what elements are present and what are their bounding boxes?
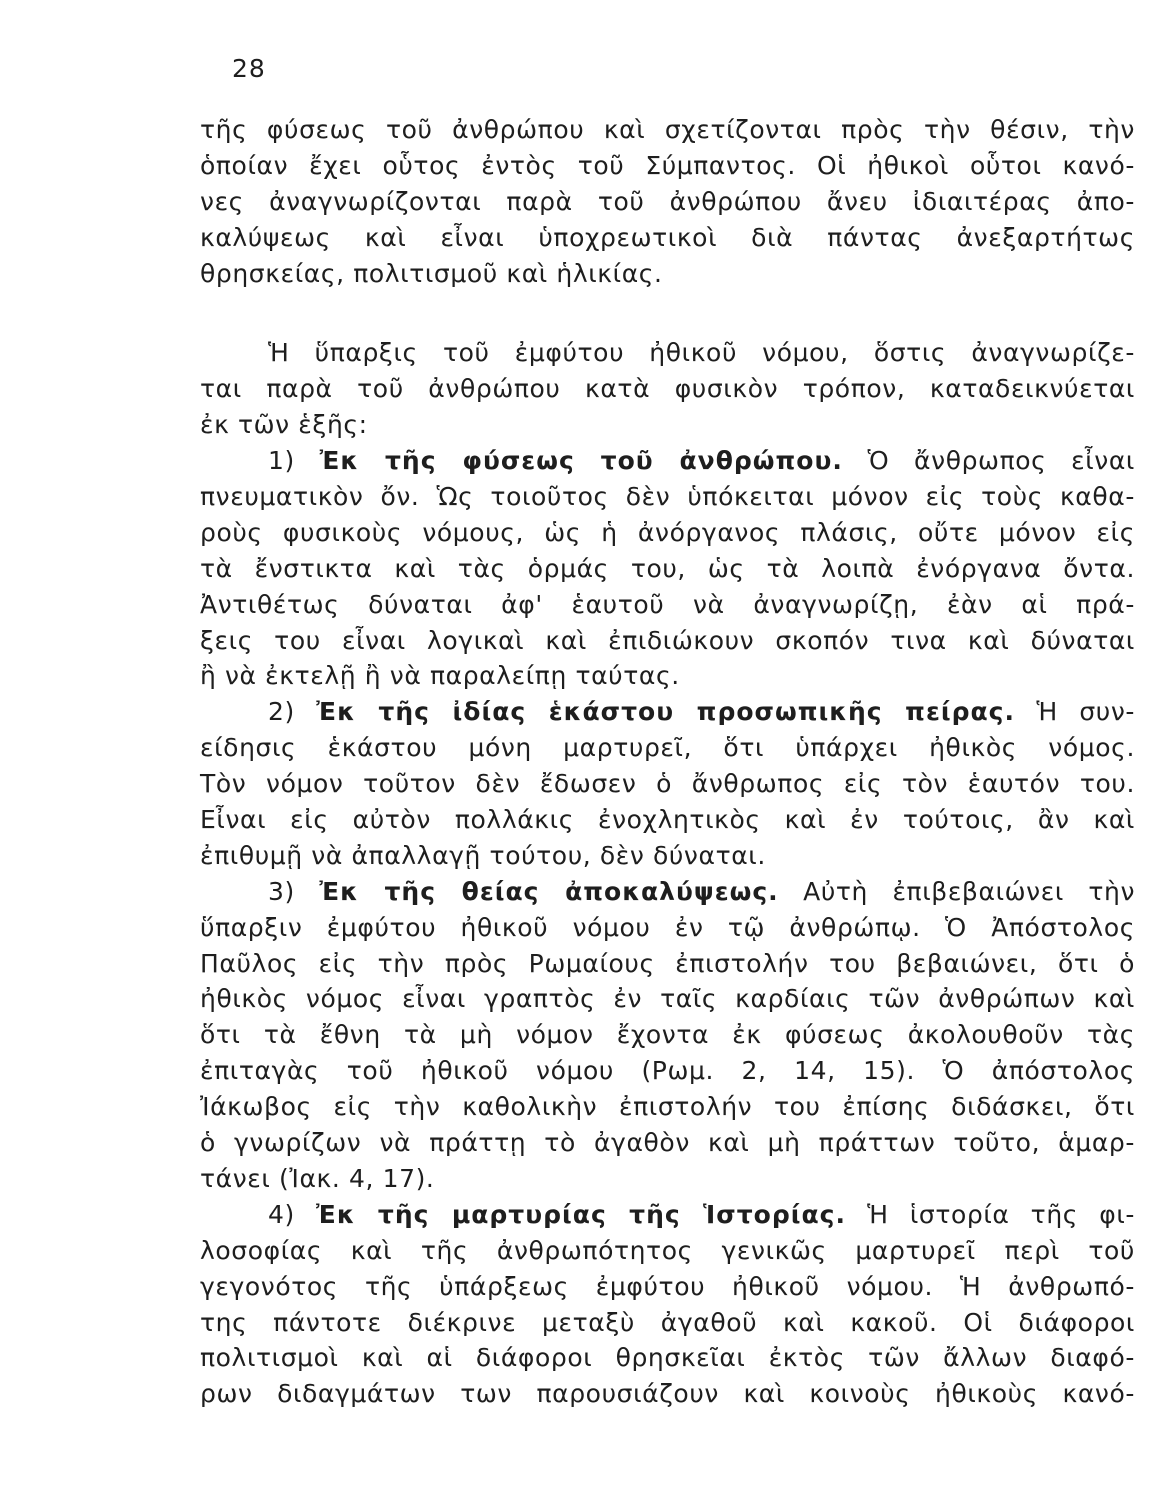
text-line: Τὸν νόμον τοῦτον δὲν ἔδωσεν ὁ ἄνθρωπος εἰς τὸν ἑαυτόν του. <box>200 769 1135 799</box>
text-line: νες ἀναγνωρίζονται παρὰ τοῦ ἀνθρώπου ἄνευ ἰδιαιτέρας ἀπο- <box>200 186 1135 216</box>
text-line: ἐπιθυμῇ νὰ ἀπαλλαγῇ τούτου, δὲν δύναται. <box>200 840 766 870</box>
item-2 <box>200 694 1135 873</box>
paragraph-2 <box>200 335 1135 443</box>
text-line: ὅτι τὰ ἔθνη τὰ μὴ νόμον ἔχοντα ἐκ φύσεως ἀκολουθοῦν τὰς <box>200 1020 1135 1050</box>
item-number: 3) <box>268 876 295 906</box>
text-line: Ἰάκωβος εἰς τὴν καθολικὴν ἐπιστολήν του ἐπίσης διδάσκει, ὅτι <box>200 1092 1135 1122</box>
item-number: 4) <box>268 1199 295 1229</box>
text-line: της πάντοτε διέκρινε μεταξὺ ἀγαθοῦ καὶ κακοῦ. Οἱ διάφοροι <box>200 1307 1135 1337</box>
text-line: πολιτισμοὶ καὶ αἱ διάφοροι θρησκεῖαι ἐκτὸς τῶν ἄλλων διαφό- <box>200 1343 1135 1373</box>
item-number: 1) <box>268 446 295 476</box>
item-heading: Ἐκ τῆς μαρτυρίας τῆς Ἱστορίας. <box>316 1199 846 1229</box>
text-line: ἢ νὰ ἐκτελῇ ἢ νὰ παραλείπῃ ταύτας. <box>200 661 680 691</box>
item-heading-rest: Ὁ ἄνθρωπος εἶναι <box>867 446 1135 476</box>
item-number: 2) <box>268 697 295 727</box>
item-3 <box>200 874 1135 1197</box>
item-heading-rest: Αὐτὴ ἐπιβεβαιώνει τὴν <box>803 876 1136 906</box>
item-heading-line <box>200 443 1135 479</box>
text-line: καλύψεως καὶ εἶναι ὑποχρεωτικοὶ διὰ πάντας ἀνεξαρτήτως <box>200 222 1135 252</box>
text-line: Παῦλος εἰς τὴν πρὸς Ρωμαίους ἐπιστολήν του βεβαιώνει, ὅτι ὁ <box>200 948 1135 978</box>
text-line: ροὺς φυσικοὺς νόμους, ὡς ἡ ἀνόργανος πλάσις, οὔτε μόνον εἰς <box>200 517 1135 547</box>
item-heading-rest: Ἡ συν- <box>1036 697 1136 727</box>
text-line: ξεις του εἶναι λογικαὶ καὶ ἐπιδιώκουν σκοπόν τινα καὶ δύναται <box>200 625 1135 655</box>
text-line: ὁ γνωρίζων νὰ πράττῃ τὸ ἀγαθὸν καὶ μὴ πράττων τοῦτο, ἁμαρ- <box>200 1128 1135 1158</box>
text-line: ἠθικὸς νόμος εἶναι γραπτὸς ἐν ταῖς καρδίαις τῶν ἀνθρώπων καὶ <box>200 984 1135 1014</box>
text-line: ἐπιταγὰς τοῦ ἠθικοῦ νόμου (Ρωμ. 2, 14, 15). Ὁ ἀπόστολος <box>200 1056 1135 1086</box>
item-heading: Ἐκ τῆς ἰδίας ἑκάστου προσωπικῆς πείρας. <box>316 697 1015 727</box>
item-heading-line <box>200 694 1135 730</box>
text-line: Εἶναι εἰς αὐτὸν πολλάκις ἐνοχλητικὸς καὶ ἐν τούτοις, ἂν καὶ <box>200 805 1135 835</box>
paragraph-1 <box>200 112 1135 291</box>
item-1 <box>200 443 1135 694</box>
item-heading-rest: Ἡ ἱστορία τῆς φι- <box>867 1199 1135 1229</box>
page-number: 28 <box>232 54 266 83</box>
item-heading: Ἐκ τῆς φύσεως τοῦ ἀνθρώπου. <box>319 446 843 476</box>
text-line: ὁποίαν ἔχει οὗτος ἐντὸς τοῦ Σύμπαντος. Οἱ ἠθικοὶ οὗτοι κανό- <box>200 150 1135 180</box>
text-line: ρων διδαγμάτων των παρουσιάζουν καὶ κοινοὺς ἠθικοὺς κανό- <box>200 1379 1135 1409</box>
paragraph-spacer <box>200 291 1135 335</box>
text-line: γεγονότος τῆς ὑπάρξεως ἐμφύτου ἠθικοῦ νόμου. Ἡ ἀνθρωπό- <box>200 1271 1135 1301</box>
text-line: θρησκείας, πολιτισμοῦ καὶ ἡλικίας. <box>200 258 663 288</box>
item-heading-line <box>200 1197 1135 1233</box>
item-4 <box>200 1197 1135 1412</box>
text-line: είδησις ἑκάστου μόνη μαρτυρεῖ, ὅτι ὑπάρχει ἠθικὸς νόμος. <box>200 733 1135 763</box>
text-line: πνευματικὸν ὄν. Ὡς τοιοῦτος δὲν ὑπόκειται μόνον εἰς τοὺς καθα- <box>200 482 1135 512</box>
text-line: τάνει (Ἰακ. 4, 17). <box>200 1163 435 1193</box>
item-heading-line <box>200 874 1135 910</box>
text-line: ἐκ τῶν ἑξῆς: <box>200 410 368 440</box>
body-text <box>200 112 1135 1412</box>
text-line: Ἡ ὕπαρξις τοῦ ἐμφύτου ἠθικοῦ νόμου, ὅστις ἀναγνωρίζε- <box>268 338 1135 368</box>
text-line: ται παρὰ τοῦ ἀνθρώπου κατὰ φυσικὸν τρόπον, καταδεικνύεται <box>200 374 1135 404</box>
text-line: λοσοφίας καὶ τῆς ἀνθρωπότητος γενικῶς μαρτυρεῖ περὶ τοῦ <box>200 1235 1135 1265</box>
text-line: τὰ ἔνστικτα καὶ τὰς ὁρμάς του, ὡς τὰ λοιπὰ ἐνόργανα ὄντα. <box>200 553 1135 583</box>
text-line: Ἀντιθέτως δύναται ἀφ' ἑαυτοῦ νὰ ἀναγνωρίζῃ, ἐὰν αἱ πρά- <box>200 589 1135 619</box>
text-line: τῆς φύσεως τοῦ ἀνθρώπου καὶ σχετίζονται πρὸς τὴν θέσιν, τὴν <box>200 115 1135 144</box>
text-line: ὕπαρξιν ἐμφύτου ἠθικοῦ νόμου ἐν τῷ ἀνθρώπῳ. Ὁ Ἀπόστολος <box>200 912 1135 942</box>
item-heading: Ἐκ τῆς θείας ἀποκαλύψεως. <box>319 876 779 906</box>
